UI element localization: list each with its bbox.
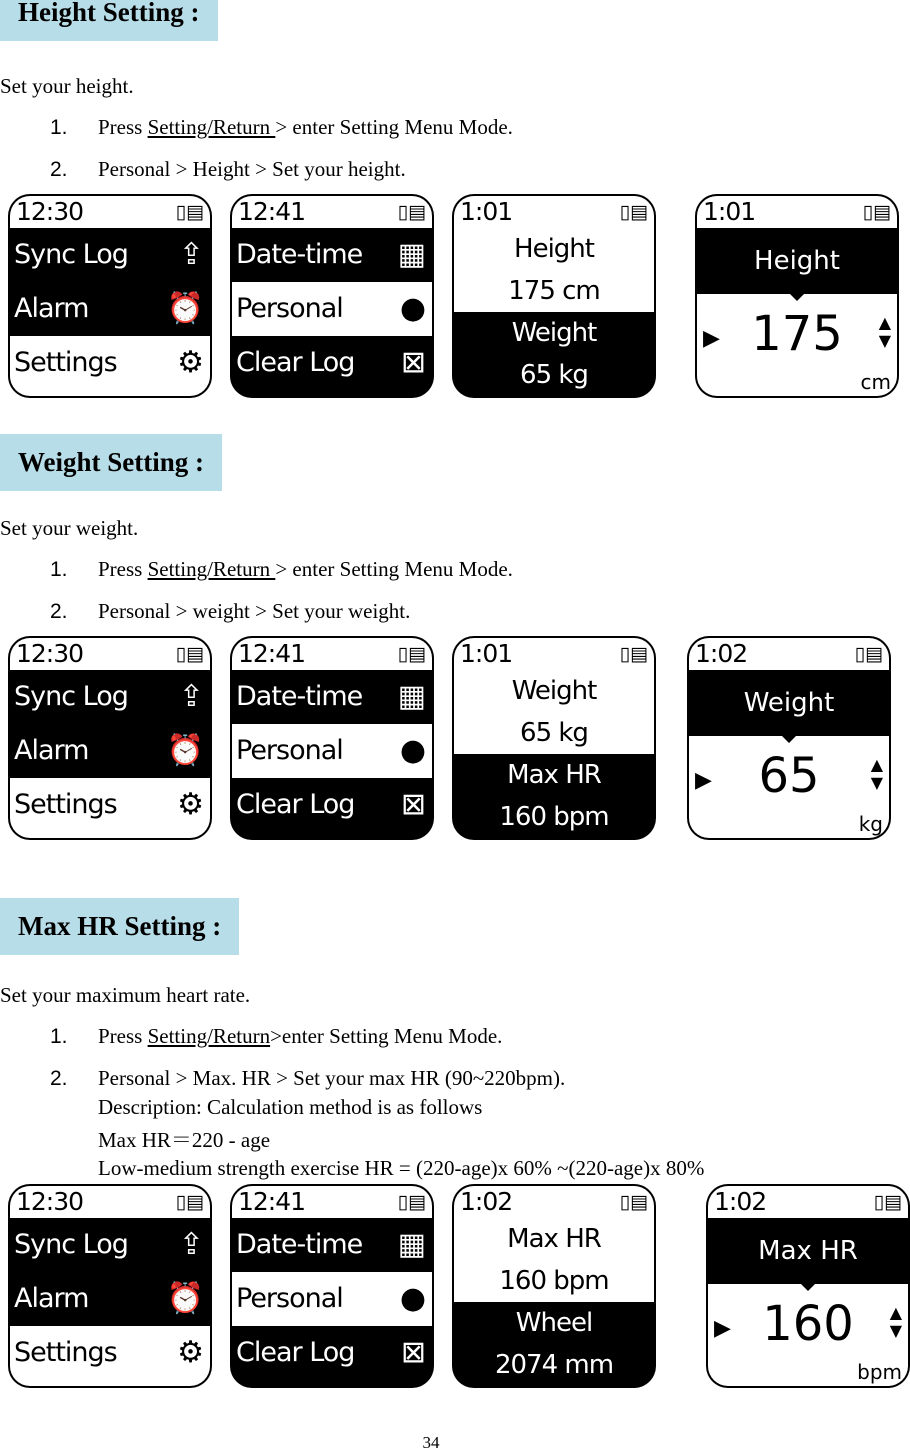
alarm-clock-icon: ⏰ <box>166 291 204 326</box>
battery-icon: ▯▤ <box>397 201 426 223</box>
page-number: 34 <box>422 1433 440 1452</box>
step-2-height: 2. Personal > Height > Set your height. <box>50 157 406 181</box>
section-title-height: Height Setting : <box>0 0 218 41</box>
edit-value: 65 <box>758 748 820 804</box>
right-arrow-icon: ▶ <box>714 1316 731 1341</box>
screen-main-menu: 12:30 ▯▤ Sync Log ⇪ Alarm ⏰ Settings ⚙ <box>10 196 210 396</box>
edit-value: 175 <box>751 306 843 362</box>
step-1-height: 1. Press Setting/Return > enter Setting Menu Mode. <box>50 115 513 139</box>
battery-icon: ▯▤ <box>619 643 648 665</box>
intro-weight: Set your weight. <box>0 516 139 540</box>
step-2-weight: 2. Personal > weight > Set your weight. <box>50 599 411 623</box>
section-title-weight: Weight Setting : <box>0 434 222 491</box>
person-icon: ● <box>399 733 426 768</box>
right-arrow-icon: ▶ <box>695 768 712 793</box>
clear-log-icon: ⊠ <box>400 787 426 822</box>
screen-settings-menu: 12:41 ▯▤ Date-time ▦ Personal ● Clear Log ⊠ <box>232 638 432 838</box>
clear-log-icon: ⊠ <box>400 345 426 380</box>
person-icon: ● <box>399 291 426 326</box>
formula-note: Max HR＝220 - age <box>98 1128 271 1152</box>
right-arrow-icon: ▶ <box>703 326 720 351</box>
battery-icon: ▯▤ <box>862 201 891 223</box>
upload-icon: ⇪ <box>178 237 204 272</box>
calendar-icon: ▦ <box>397 1227 426 1262</box>
battery-icon: ▯▤ <box>175 643 204 665</box>
gear-icon: ⚙ <box>177 345 204 380</box>
setting-return-link: Setting/Return <box>147 115 276 139</box>
battery-icon: ▯▤ <box>397 1191 426 1213</box>
screen-main-menu: 12:30 ▯▤ Sync Log ⇪ Alarm ⏰ Settings ⚙ <box>10 638 210 838</box>
screen-edit-max-hr: 1:02 ▯▤ Max HR ▶ 160 ▲ ▼ bpm <box>708 1186 908 1386</box>
step-number: 1. <box>50 116 68 139</box>
screen-edit-height: 1:01 ▯▤ Height ▶ 175 ▲ ▼ cm <box>697 196 897 396</box>
screen-personal-list: 1:02 ▯▤ Max HR 160 bpm Wheel 2074 mm <box>454 1186 654 1386</box>
step-number: 1. <box>50 1025 68 1048</box>
upload-icon: ⇪ <box>178 1227 204 1262</box>
setting-return-link: Setting/Return <box>147 1024 271 1048</box>
battery-icon: ▯▤ <box>854 643 883 665</box>
gear-icon: ⚙ <box>177 787 204 822</box>
screen-main-menu: 12:30 ▯▤ Sync Log ⇪ Alarm ⏰ Settings ⚙ <box>10 1186 210 1386</box>
calendar-icon: ▦ <box>397 237 426 272</box>
step-2-max-hr: 2. Personal > Max. HR > Set your max HR (90~220bpm). <box>50 1066 566 1090</box>
up-down-icon: ▲ ▼ <box>870 755 883 792</box>
exercise-note: Low-medium strength exercise HR = (220-age)x 60% ~(220-age)x 80% <box>98 1156 705 1180</box>
screen-edit-weight: 1:02 ▯▤ Weight ▶ 65 ▲ ▼ kg <box>689 638 889 838</box>
screen-personal-list: 1:01 ▯▤ Height 175 cm Weight 65 kg <box>454 196 654 396</box>
step-number: 2. <box>50 158 68 181</box>
up-down-icon: ▲ ▼ <box>889 1303 902 1340</box>
setting-return-link: Setting/Return <box>147 557 276 581</box>
battery-icon: ▯▤ <box>175 201 204 223</box>
battery-icon: ▯▤ <box>619 201 648 223</box>
intro-max-hr: Set your maximum heart rate. <box>0 983 251 1007</box>
step-number: 2. <box>50 600 68 623</box>
battery-icon: ▯▤ <box>175 1191 204 1213</box>
step-1-weight: 1. Press Setting/Return > enter Setting Menu Mode. <box>50 557 513 581</box>
step-1-max-hr: 1. Press Setting/Return>enter Setting Menu Mode. <box>50 1024 503 1048</box>
clear-log-icon: ⊠ <box>400 1335 426 1370</box>
gear-icon: ⚙ <box>177 1335 204 1370</box>
person-icon: ● <box>399 1281 426 1316</box>
step-number: 1. <box>50 558 68 581</box>
description-note: Description: Calculation method is as follows <box>98 1095 483 1119</box>
upload-icon: ⇪ <box>178 679 204 714</box>
battery-icon: ▯▤ <box>619 1191 648 1213</box>
edit-value: 160 <box>762 1296 854 1352</box>
screen-settings-menu: 12:41 ▯▤ Date-time ▦ Personal ● Clear Log ⊠ <box>232 1186 432 1386</box>
section-title-max-hr: Max HR Setting : <box>0 898 239 955</box>
battery-icon: ▯▤ <box>873 1191 902 1213</box>
intro-height: Set your height. <box>0 74 134 98</box>
up-down-icon: ▲ ▼ <box>878 313 891 350</box>
step-number: 2. <box>50 1067 68 1090</box>
screen-personal-list: 1:01 ▯▤ Weight 65 kg Max HR 160 bpm <box>454 638 654 838</box>
calendar-icon: ▦ <box>397 679 426 714</box>
battery-icon: ▯▤ <box>397 643 426 665</box>
alarm-clock-icon: ⏰ <box>166 1281 204 1316</box>
screen-settings-menu: 12:41 ▯▤ Date-time ▦ Personal ● Clear Log ⊠ <box>232 196 432 396</box>
alarm-clock-icon: ⏰ <box>166 733 204 768</box>
